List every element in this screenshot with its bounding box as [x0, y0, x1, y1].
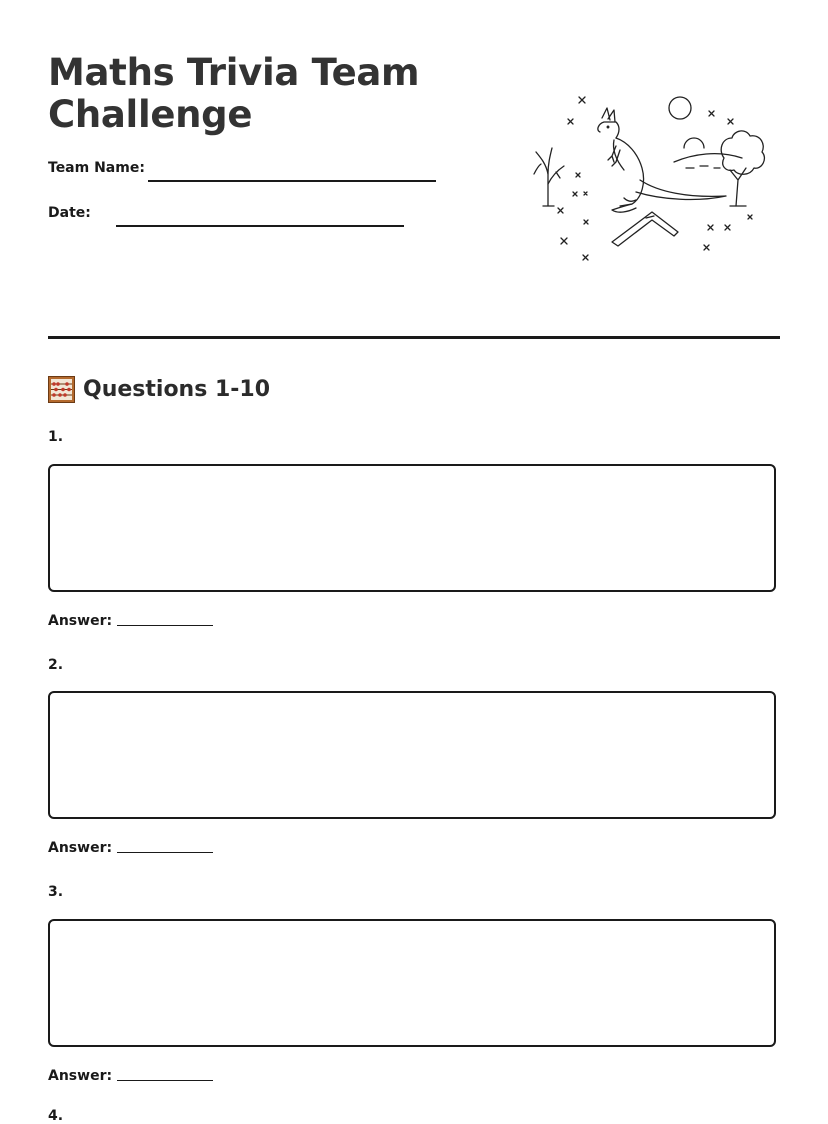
question-number: 2.: [48, 657, 64, 673]
answer-line[interactable]: [117, 1080, 213, 1081]
sun-arc-icon: [684, 138, 704, 148]
boomerang-icon: [612, 212, 678, 246]
question-number: 1.: [48, 429, 64, 445]
question-box[interactable]: [48, 464, 776, 592]
answer-row: [48, 840, 213, 856]
date-line[interactable]: [116, 225, 404, 227]
kangaroo-illustration-icon: [528, 88, 773, 268]
section-title: Questions 1-10: [83, 376, 271, 402]
answer-label: Answer:: [48, 613, 113, 629]
kangaroo-icon: [598, 108, 726, 212]
answer-label: Answer:: [48, 1068, 113, 1084]
question-number: 4.: [48, 1108, 64, 1124]
team-name-label: Team Name:: [48, 160, 145, 176]
dead-tree-icon: [534, 148, 564, 206]
section-heading: [48, 374, 270, 404]
answer-line[interactable]: [117, 852, 213, 853]
abacus-icon: [48, 376, 75, 403]
section-divider: [48, 336, 780, 339]
answer-row: [48, 613, 213, 629]
answer-label: Answer:: [48, 840, 113, 856]
worksheet-title: Maths Trivia Team Challenge: [48, 51, 420, 136]
gum-tree-icon: [721, 131, 764, 206]
date-label: Date:: [48, 205, 91, 221]
question-number: 3.: [48, 884, 64, 900]
moon-icon: [669, 97, 691, 119]
stars-icon: [558, 97, 752, 260]
answer-line[interactable]: [117, 625, 213, 626]
question-box[interactable]: [48, 919, 776, 1047]
team-name-line[interactable]: [148, 180, 436, 182]
answer-row: [48, 1068, 213, 1084]
question-box[interactable]: [48, 691, 776, 819]
